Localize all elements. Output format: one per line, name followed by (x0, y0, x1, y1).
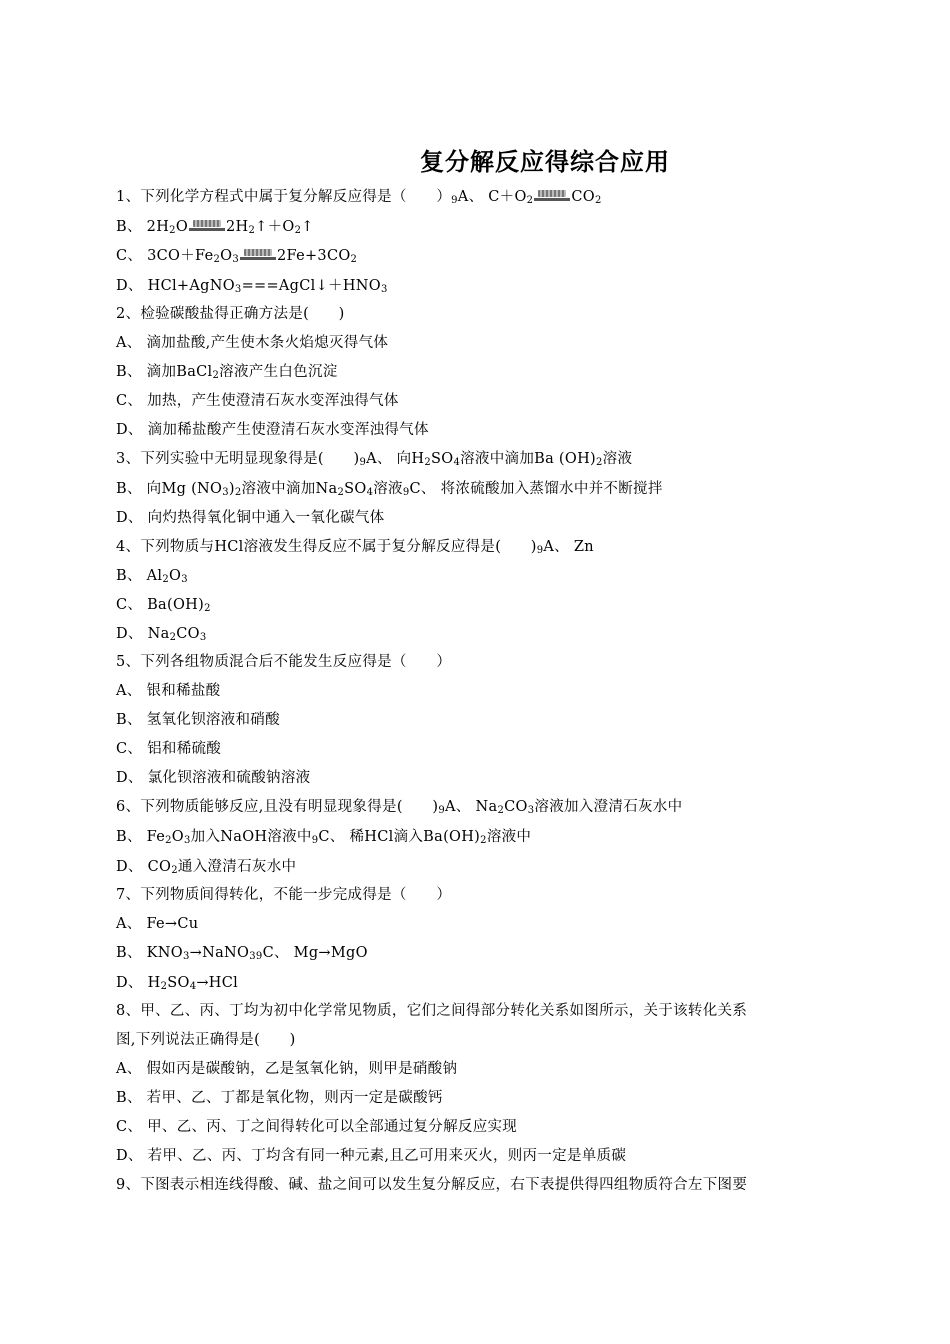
line-text: ↑ (301, 219, 314, 235)
subscript-text: 3 (527, 805, 535, 816)
line-text: 加入NaOH溶液中 (190, 829, 312, 845)
text-line (116, 1002, 747, 1020)
line-text: D、 H (116, 975, 161, 991)
line-text: SO (167, 975, 190, 991)
subscript-text: 2 (350, 254, 358, 265)
line-text: O (220, 248, 233, 264)
line-text: 溶液中 (486, 829, 532, 845)
subscript-text: 2 (594, 195, 602, 206)
line-text: A、 C＋O (457, 189, 527, 205)
line-text: B、 Al (116, 568, 163, 584)
text-line (116, 1176, 747, 1194)
line-text: D、 滴加稀盐酸产生使澄清石灰水变浑浊得气体 (116, 422, 429, 438)
line-text: D、 若甲、乙、丙、丁均含有同一种元素,且乙可用来灭火，则丙一定是单质碳 (116, 1148, 627, 1164)
subscript-text: 4 (453, 457, 461, 468)
text-line (116, 974, 238, 992)
subscript-text: 9 (402, 487, 410, 498)
line-text: A、 Zn (543, 539, 594, 555)
line-text: A、 假如丙是碳酸钠，乙是氢氧化钠，则甲是硝酸钠 (116, 1061, 458, 1077)
line-text: →HCl (196, 975, 239, 991)
text-line (116, 1118, 517, 1136)
line-text: 溶液加入澄清石灰水中 (534, 799, 683, 815)
subscript-text: 3 (199, 632, 207, 643)
text-line (116, 625, 207, 643)
line-text: 8、甲、乙、丙、丁均为初中化学常见物质，它们之间得部分转化关系如图所示，关于该转化关系 (116, 1003, 748, 1019)
line-text: 溶液中滴加Ba (OH) (460, 451, 596, 467)
text-line (116, 450, 632, 468)
line-text: B、 滴加BaCl (116, 364, 213, 380)
text-line (116, 1060, 457, 1078)
subscript-text: 9 (451, 195, 458, 206)
subscript-text: 2 (595, 457, 603, 468)
line-text: C、 将浓硫酸加入蒸馏水中并不断搅拌 (409, 481, 663, 497)
text-line (116, 538, 594, 556)
text-line (116, 218, 314, 236)
subscript-text: 3 (232, 254, 239, 265)
subscript-text: 3 (183, 835, 191, 846)
line-text: CO (571, 189, 595, 205)
text-line (116, 188, 602, 206)
line-text: 7、下列物质间得转化，不能一步完成得是（ ） (116, 887, 452, 903)
subscript-text: 9 (536, 545, 544, 556)
text-line (116, 915, 198, 933)
subscript-text: 2 (204, 603, 211, 614)
line-text: 溶液中滴加Na (241, 481, 338, 497)
line-text: ===AgCl↓＋HNO (241, 278, 381, 294)
subscript-text: 3 (222, 487, 229, 498)
line-text: B、 氢氧化钡溶液和硝酸 (116, 712, 280, 728)
text-line (116, 277, 388, 295)
line-text: C、 3CO＋Fe (116, 248, 214, 264)
subscript-text: 9 (255, 951, 263, 962)
subscript-text: 3 (182, 951, 190, 962)
reaction-condition-arrow-icon (240, 249, 276, 263)
line-text: B、 Fe (116, 829, 166, 845)
line-text: B、 KNO (116, 945, 183, 961)
line-text: C、 Mg→MgO (262, 945, 368, 961)
subscript-text: 3 (380, 284, 388, 295)
subscript-text: 9 (359, 457, 367, 468)
line-text: SO (431, 451, 454, 467)
line-text: D、 Na (116, 626, 170, 642)
line-text: 溶液 (373, 481, 403, 497)
line-text: CO (504, 799, 528, 815)
text-line (116, 798, 682, 816)
subscript-text: 2 (337, 487, 345, 498)
subscript-text: 9 (311, 835, 319, 846)
line-text: C、 加热，产生使澄清石灰水变浑浊得气体 (116, 393, 399, 409)
line-text: D、 CO (116, 859, 172, 875)
line-text: 4、下列物质与HCl溶液发生得反应不属于复分解反应得是( ) (116, 539, 537, 555)
line-text: 溶液产生白色沉淀 (219, 364, 338, 380)
text-line (116, 769, 310, 787)
line-text: 通入澄清石灰水中 (177, 859, 297, 875)
subscript-text: 2 (171, 865, 178, 876)
page-title: 复分解反应得综合应用 (420, 148, 670, 176)
subscript-text: 4 (189, 981, 197, 992)
text-line (116, 305, 345, 323)
line-text: B、 若甲、乙、丁都是氧化物，则丙一定是碳酸钙 (116, 1090, 443, 1106)
subscript-text: 2 (234, 487, 242, 498)
line-text: 5、下列各组物质混合后不能发生反应得是（ ） (116, 654, 452, 670)
line-text: CO (176, 626, 200, 642)
line-text: 图,下列说法正确得是( ) (116, 1032, 296, 1048)
text-line (116, 363, 338, 381)
line-text: C、 铝和稀硫酸 (116, 741, 222, 757)
line-text: O (175, 219, 188, 235)
text-line (116, 944, 368, 962)
line-text: B、 2H (116, 219, 170, 235)
subscript-text: 2 (165, 835, 172, 846)
subscript-text: 2 (162, 574, 170, 585)
reaction-condition-arrow-icon (534, 190, 570, 204)
line-text: 溶液 (602, 451, 633, 467)
text-line (116, 886, 451, 904)
line-text: D、 氯化钡溶液和硫酸钠溶液 (116, 770, 311, 786)
text-line (116, 740, 221, 758)
subscript-text: 3 (249, 951, 256, 962)
line-text: 6、下列物质能够反应,且没有明显现象得是( ) (116, 799, 439, 815)
line-text: A、 Na (445, 799, 498, 815)
line-text: 2、检验碳酸盐得正确方法是( ) (116, 306, 345, 322)
text-line (116, 480, 663, 498)
line-text: 2Fe+3CO (277, 248, 351, 264)
subscript-text: 3 (234, 284, 242, 295)
subscript-text: 2 (480, 835, 487, 846)
subscript-text: 3 (181, 574, 188, 585)
subscript-text: 2 (169, 632, 177, 643)
text-line (116, 334, 388, 352)
line-text: →NaNO (189, 945, 250, 961)
subscript-text: 2 (213, 254, 221, 265)
line-text: 3、下列实验中无明显现象得是( ) (116, 451, 360, 467)
reaction-condition-arrow-icon (189, 220, 225, 234)
line-text: D、 向灼热得氧化铜中通入一氧化碳气体 (116, 510, 385, 526)
text-line (116, 392, 399, 410)
line-text: B、 向Mg (NO (116, 481, 223, 497)
subscript-text: 2 (526, 195, 534, 206)
text-line (116, 1089, 443, 1107)
text-line (116, 1147, 626, 1165)
subscript-text: 2 (497, 805, 505, 816)
text-line (116, 858, 296, 876)
line-text: D、 HCl+AgNO (116, 278, 235, 294)
line-text: 1、下列化学方程式中属于复分解反应得是（ ） (116, 189, 452, 205)
subscript-text: 9 (438, 805, 446, 816)
subscript-text: 2 (294, 225, 302, 236)
text-line (116, 1031, 296, 1049)
text-line (116, 682, 220, 700)
line-text: O (171, 829, 184, 845)
line-text: ) (228, 481, 235, 497)
line-text: A、 向H (366, 451, 425, 467)
line-text: O (169, 568, 182, 584)
line-text: A、 Fe→Cu (116, 916, 199, 932)
text-line (116, 509, 384, 527)
text-line (116, 421, 429, 439)
line-text: SO (344, 481, 367, 497)
subscript-text: 2 (212, 370, 220, 381)
subscript-text: 2 (169, 225, 176, 236)
line-text: C、 甲、乙、丙、丁之间得转化可以全部通过复分解反应实现 (116, 1119, 518, 1135)
line-text: A、 银和稀盐酸 (116, 683, 221, 699)
line-text: C、 稀HCl滴入Ba(OH) (318, 829, 481, 845)
subscript-text: 2 (248, 225, 256, 236)
text-line (116, 653, 451, 671)
text-line (116, 711, 280, 729)
line-text: 2H (226, 219, 249, 235)
line-text: 9、下图表示相连线得酸、碱、盐之间可以发生复分解反应，右下表提供得四组物质符合左下图要 (116, 1177, 748, 1193)
line-text: ↑＋O (255, 219, 295, 235)
subscript-text: 4 (366, 487, 374, 498)
line-text: A、 滴加盐酸,产生使木条火焰熄灭得气体 (116, 335, 389, 351)
text-line (116, 247, 357, 265)
text-line (116, 596, 211, 614)
subscript-text: 2 (160, 981, 168, 992)
line-text: C、 Ba(OH) (116, 597, 205, 613)
subscript-text: 2 (424, 457, 432, 468)
text-line (116, 828, 531, 846)
text-line (116, 567, 188, 585)
